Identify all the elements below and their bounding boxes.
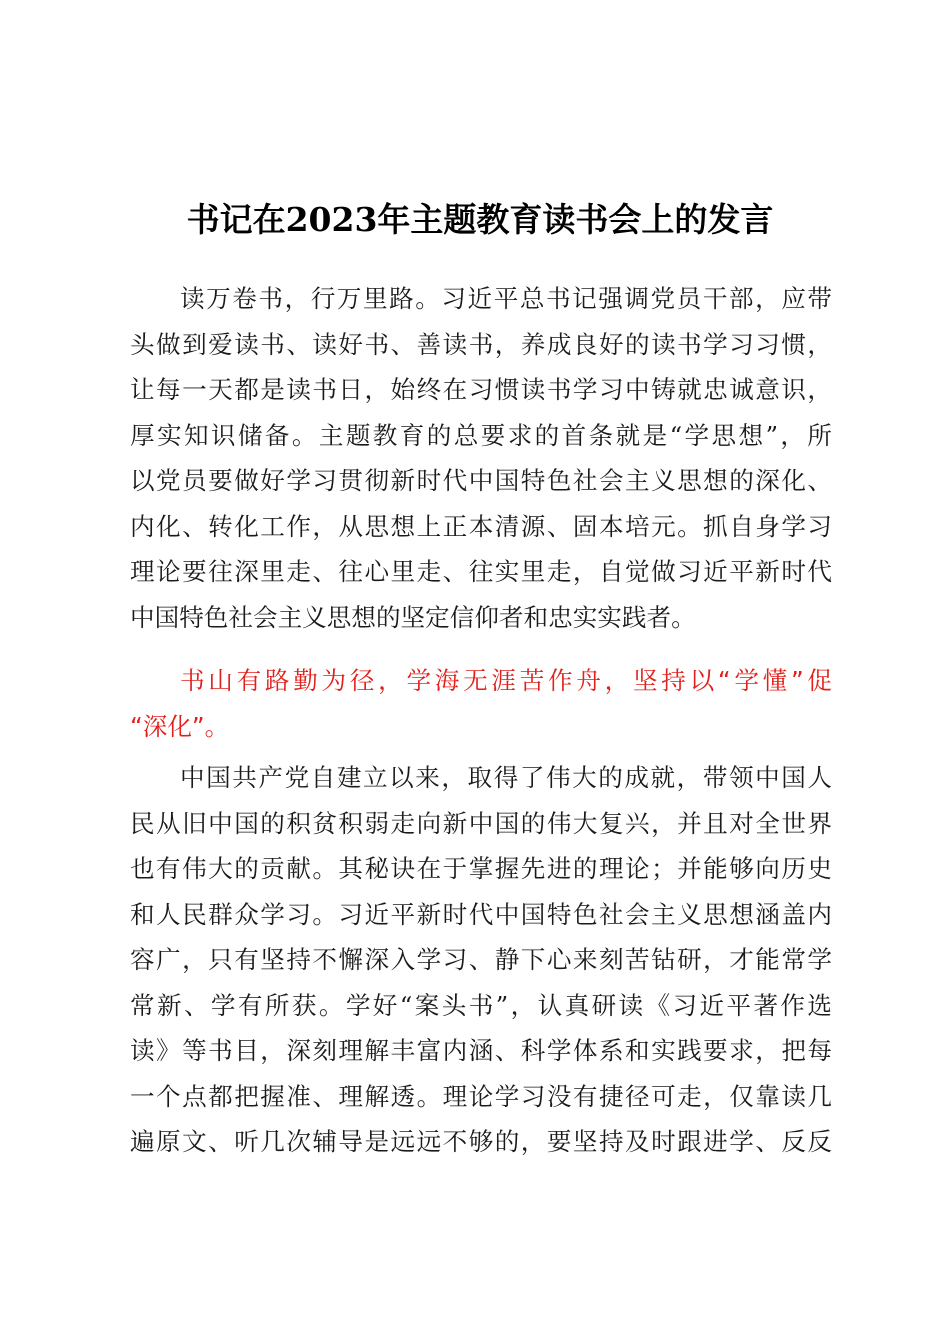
paragraph-line: 中国特色社会主义思想的坚定信仰者和忠实实践者。 <box>130 602 696 632</box>
paragraph-line: 容广，只有坚持不懈深入学习、静下心来刻苦钻研，才能常学 <box>130 945 832 974</box>
section-heading <box>130 658 832 749</box>
heading-line: “深化”。 <box>130 711 230 741</box>
paragraph-line: 遍原文、听几次辅导是远远不够的，要坚持及时跟进学、反反 <box>130 1127 832 1156</box>
paragraph-line: 以党员要做好学习贯彻新时代中国特色社会主义思想的深化、 <box>130 466 832 495</box>
paragraph-line: 读》等书目，深刻理解丰富内涵、科学体系和实践要求，把每 <box>130 1036 832 1065</box>
paragraph-body <box>130 755 832 1165</box>
heading-line: 书山有路勤为径，学海无涯苦作舟，坚持以“学懂”促 <box>180 666 832 695</box>
paragraph-intro <box>130 276 832 640</box>
paragraph-line: 让每一天都是读书日，始终在习惯读书学习中铸就忠诚意识， <box>130 375 832 404</box>
paragraph-line: 和人民群众学习。习近平新时代中国特色社会主义思想涵盖内 <box>130 899 832 929</box>
paragraph-line: 理论要往深里走、往心里走、往实里走，自觉做习近平新时代 <box>130 557 832 586</box>
paragraph-line: 内化、转化工作，从思想上正本清源、固本培元。抓自身学习 <box>130 511 832 541</box>
paragraph-line: 常新、学有所获。学好“案头书”，认真研读《习近平著作选 <box>130 990 832 1020</box>
document-title: 书记在2023年主题教育读书会上的发言 <box>186 200 774 239</box>
paragraph-line: 一个点都把握准、理解透。理论学习没有捷径可走，仅靠读几 <box>130 1081 832 1111</box>
paragraph-line: 民从旧中国的积贫积弱走向新中国的伟大复兴，并且对全世界 <box>130 808 832 838</box>
paragraph-line: 也有伟大的贡献。其秘诀在于掌握先进的理论；并能够向历史 <box>130 854 832 883</box>
paragraph-line: 头做到爱读书、读好书、善读书，养成良好的读书学习习惯， <box>130 329 832 359</box>
paragraph-line: 读万卷书，行万里路。习近平总书记强调党员干部，应带 <box>180 284 832 313</box>
paragraph-line: 中国共产党自建立以来，取得了伟大的成就，带领中国人 <box>180 763 832 792</box>
paragraph-line: 厚实知识储备。主题教育的总要求的首条就是“学思想”，所 <box>130 420 832 450</box>
